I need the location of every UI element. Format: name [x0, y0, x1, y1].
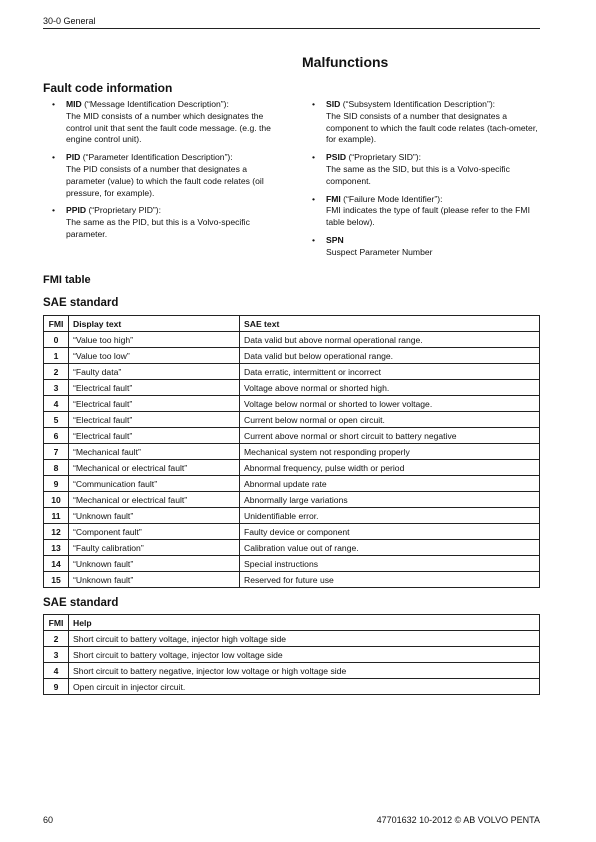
term-expansion: (“Proprietary SID”):: [346, 152, 422, 163]
table-row: [44, 396, 540, 412]
fmi-help-table: [43, 614, 540, 695]
cell-display-text: “Electrical fault”: [69, 428, 240, 444]
table-row: [44, 332, 540, 348]
column-header-display-text: Display text: [69, 316, 240, 332]
term-label: SPN: [326, 234, 344, 245]
list-item-psid: [312, 152, 538, 187]
cell-fmi: 12: [44, 524, 69, 540]
list-item-pid: [52, 152, 274, 199]
bullet-icon: •: [312, 152, 316, 163]
cell-display-text: “Unknown fault”: [69, 508, 240, 524]
cell-display-text: “Mechanical fault”: [69, 444, 240, 460]
cell-fmi: 2: [44, 631, 69, 647]
table-row: [44, 663, 540, 679]
term-expansion: (“Parameter Identification Description”):: [80, 152, 233, 163]
column-header-help: Help: [69, 615, 540, 631]
table-header-row: [44, 316, 540, 332]
cell-help: Short circuit to battery voltage, injector high voltage side: [69, 631, 540, 647]
section-title-fault-code-info: Fault code information: [43, 81, 173, 95]
column-header-fmi: FMI: [44, 615, 69, 631]
cell-fmi: 7: [44, 444, 69, 460]
cell-display-text: “Electrical fault”: [69, 412, 240, 428]
cell-sae-text: Reserved for future use: [240, 572, 540, 588]
bullet-icon: •: [52, 205, 56, 216]
cell-display-text: “Mechanical or electrical fault”: [69, 492, 240, 508]
cell-sae-text: Faulty device or component: [240, 524, 540, 540]
cell-fmi: 4: [44, 663, 69, 679]
cell-sae-text: Current above normal or short circuit to battery negative: [240, 428, 540, 444]
table-row: [44, 508, 540, 524]
table-row: [44, 348, 540, 364]
term-label: FMI: [326, 193, 341, 204]
term-expansion: (“Message Identification Description”):: [81, 99, 229, 109]
cell-sae-text: Data erratic, intermittent or incorrect: [240, 364, 540, 380]
table-row: [44, 364, 540, 380]
header-chapter-label: 30-0 General: [43, 16, 96, 26]
term-expansion: (“Subsystem Identification Description”):: [340, 99, 496, 109]
term-label: SID: [326, 99, 341, 109]
cell-display-text: “Component fault”: [69, 524, 240, 540]
cell-fmi: 2: [44, 364, 69, 380]
table-row: [44, 412, 540, 428]
fault-code-list-left: [52, 99, 274, 247]
cell-help: Short circuit to battery voltage, injector low voltage side: [69, 647, 540, 663]
cell-fmi: 6: [44, 428, 69, 444]
table-row: [44, 460, 540, 476]
cell-fmi: 4: [44, 396, 69, 412]
cell-sae-text: Voltage below normal or shorted to lower voltage.: [240, 396, 540, 412]
cell-display-text: “Faulty data”: [69, 364, 240, 380]
cell-fmi: 8: [44, 460, 69, 476]
cell-sae-text: Special instructions: [240, 556, 540, 572]
list-item-ppid: [52, 205, 274, 240]
table-row: [44, 380, 540, 396]
table-row: [44, 492, 540, 508]
term-description: The MID consists of a number which designates the control unit that sent the fault code message. (e.g. the engine control unit).: [66, 110, 271, 145]
bullet-icon: •: [312, 193, 316, 204]
table-row: [44, 476, 540, 492]
fmi-table-body: [44, 332, 540, 588]
cell-sae-text: Abnormally large variations: [240, 492, 540, 508]
table-header-row: [44, 615, 540, 631]
cell-sae-text: Mechanical system not responding properly: [240, 444, 540, 460]
cell-display-text: “Electrical fault”: [69, 380, 240, 396]
column-header-fmi: FMI: [44, 316, 69, 332]
cell-fmi: 0: [44, 332, 69, 348]
cell-help: Short circuit to battery negative, injector low voltage or high voltage side: [69, 663, 540, 679]
cell-display-text: “Value too low”: [69, 348, 240, 364]
cell-fmi: 14: [44, 556, 69, 572]
cell-sae-text: Data valid but below operational range.: [240, 348, 540, 364]
fmi-table-heading: FMI table: [43, 274, 91, 286]
term-description: The same as the SID, but this is a Volvo-specific component.: [326, 163, 510, 186]
cell-sae-text: Abnormal frequency, pulse width or period: [240, 460, 540, 476]
cell-help: Open circuit in injector circuit.: [69, 679, 540, 695]
term-description: Suspect Parameter Number: [326, 246, 433, 257]
help-table-body: [44, 631, 540, 695]
bullet-icon: •: [312, 99, 316, 109]
cell-fmi: 13: [44, 540, 69, 556]
cell-fmi: 3: [44, 380, 69, 396]
sae-standard-heading-2: SAE standard: [43, 597, 119, 609]
cell-sae-text: Current below normal or open circuit.: [240, 412, 540, 428]
document-info: 47701632 10-2012 © AB VOLVO PENTA: [376, 815, 540, 825]
header-divider: [43, 28, 540, 29]
term-expansion: (“Failure Mode Identifier”):: [340, 193, 443, 204]
term-description: The SID consists of a number that designates a component to which the fault code relates (tach-ometer, for example).: [326, 110, 538, 145]
cell-fmi: 11: [44, 508, 69, 524]
cell-fmi: 9: [44, 476, 69, 492]
term-label: MID: [66, 99, 82, 109]
cell-display-text: “Unknown fault”: [69, 572, 240, 588]
fmi-display-text-table: [43, 315, 540, 588]
list-item-mid: [52, 99, 274, 146]
cell-sae-text: Unidentifiable error.: [240, 508, 540, 524]
term-description: The PID consists of a number that designates a parameter (value) to which the fault code relates (oil pressure, for example).: [66, 163, 264, 198]
fault-code-list-right: [312, 99, 538, 265]
table-row: [44, 428, 540, 444]
cell-display-text: “Mechanical or electrical fault”: [69, 460, 240, 476]
cell-display-text: “Communication fault”: [69, 476, 240, 492]
cell-sae-text: Data valid but above normal operational range.: [240, 332, 540, 348]
table-row: [44, 540, 540, 556]
cell-display-text: “Electrical fault”: [69, 396, 240, 412]
cell-fmi: 9: [44, 679, 69, 695]
term-label: PPID: [66, 205, 87, 216]
bullet-icon: •: [52, 152, 56, 163]
table-row: [44, 556, 540, 572]
cell-display-text: “Faulty calibration”: [69, 540, 240, 556]
bullet-icon: •: [312, 234, 316, 245]
page-number: 60: [43, 815, 54, 825]
cell-sae-text: Abnormal update rate: [240, 476, 540, 492]
page-title: Malfunctions: [302, 54, 389, 70]
table-row: [44, 679, 540, 695]
table-row: [44, 524, 540, 540]
cell-fmi: 1: [44, 348, 69, 364]
cell-fmi: 3: [44, 647, 69, 663]
cell-fmi: 10: [44, 492, 69, 508]
table-row: [44, 444, 540, 460]
cell-display-text: “Unknown fault”: [69, 556, 240, 572]
sae-standard-heading-1: SAE standard: [43, 297, 119, 309]
table-row: [44, 572, 540, 588]
list-item-fmi: [312, 194, 538, 229]
bullet-icon: •: [52, 99, 56, 109]
cell-sae-text: Calibration value out of range.: [240, 540, 540, 556]
term-description: The same as the PID, but this is a Volvo-specific parameter.: [66, 217, 250, 239]
term-description: FMI indicates the type of fault (please refer to the FMI table below).: [326, 205, 530, 228]
cell-fmi: 15: [44, 572, 69, 588]
column-header-sae-text: SAE text: [240, 316, 540, 332]
term-expansion: (“Proprietary PID”):: [86, 205, 162, 216]
cell-sae-text: Voltage above normal or shorted high.: [240, 380, 540, 396]
cell-display-text: “Value too high”: [69, 332, 240, 348]
list-item-sid: [312, 99, 538, 146]
list-item-spn: [312, 235, 538, 259]
table-row: [44, 631, 540, 647]
term-label: PID: [66, 152, 81, 163]
cell-fmi: 5: [44, 412, 69, 428]
table-row: [44, 647, 540, 663]
term-label: PSID: [326, 152, 347, 163]
